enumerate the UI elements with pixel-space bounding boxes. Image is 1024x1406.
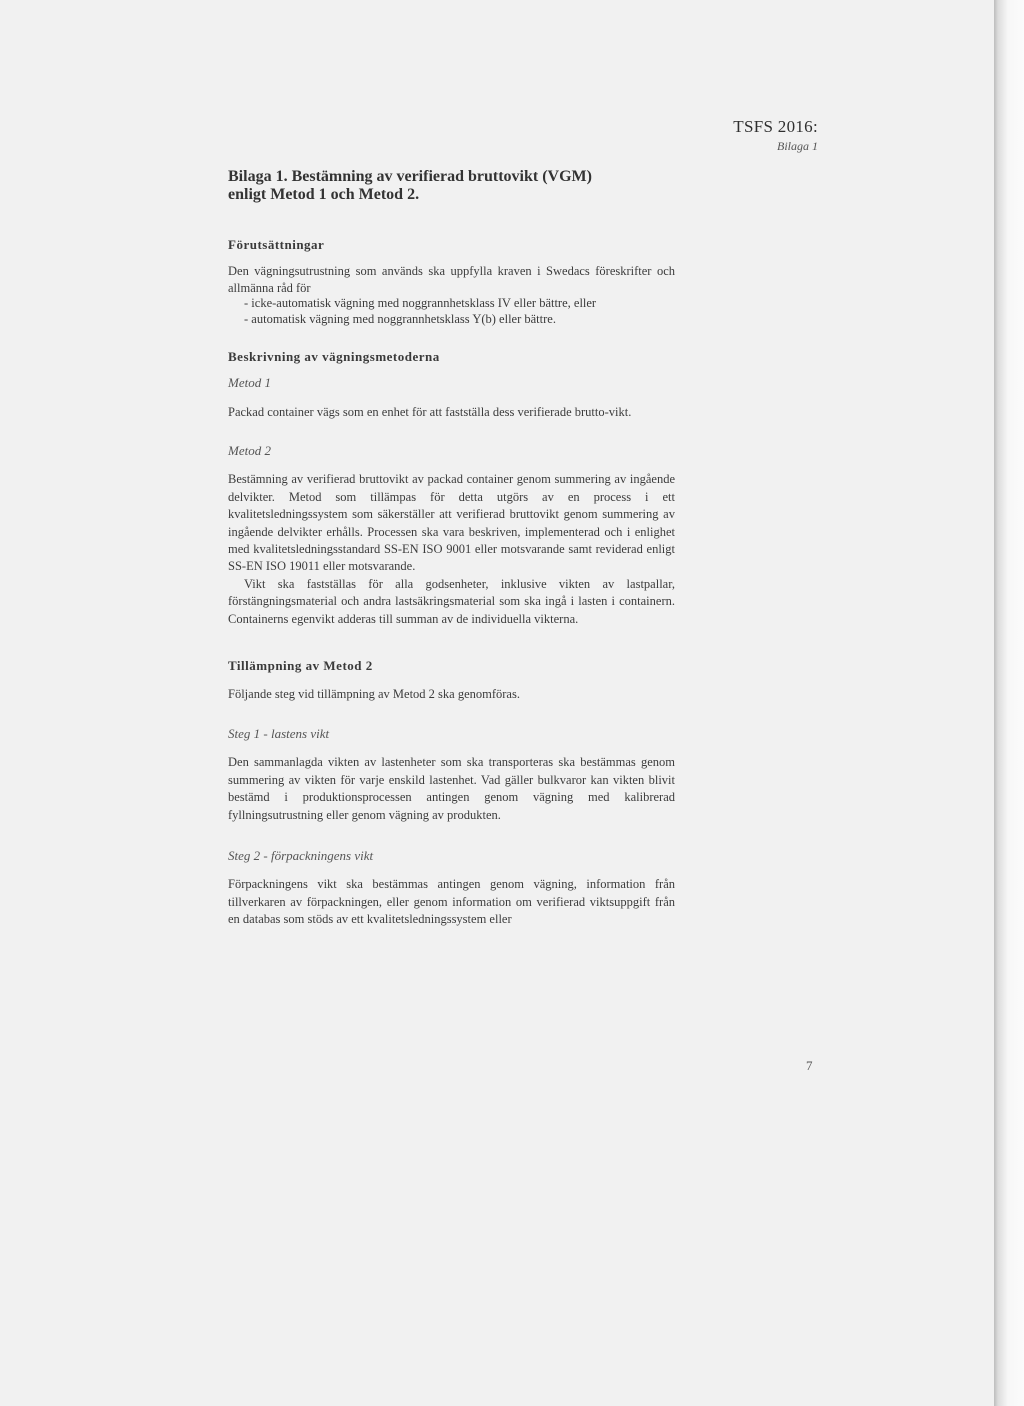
page-edge-shadow	[994, 0, 1024, 1406]
heading-metod-1: Metod 1	[228, 375, 271, 390]
heading-steg-2: Steg 2 - förpackningens vikt	[228, 848, 374, 864]
heading-steg-1: Steg 1 - lastens vikt	[228, 726, 330, 742]
title-line-1: Bilaga 1. Bestämning av verifierad bruttovikt (VGM)	[228, 168, 592, 185]
appendix-label: Bilaga 1	[777, 139, 818, 153]
heading-beskrivning: Beskrivning av vägningsmetoderna	[228, 349, 440, 364]
requirement-item: - automatisk vägning med noggrannhetsklass Y(b) eller bättre.	[244, 312, 675, 328]
heading-tillampning: Tillämpning av Metod 2	[228, 658, 373, 674]
heading-metod-2: Metod 2	[228, 443, 271, 459]
forutsattningar-intro: Den vägningsutrustning som används ska uppfylla kraven i Swedacs föreskrifter och allmänna råd för	[228, 264, 675, 295]
requirement-item: - icke-automatisk vägning med noggrannhetsklass IV eller bättre, eller	[244, 296, 675, 312]
steg-2-text: Förpackningens vikt ska bestämmas antingen genom vägning, information från tillverkaren av förpackningen, eller genom information om verifierad viktsuppgift från en databas som stöds av ett kvalitetsledningssystem eller	[228, 877, 675, 926]
steg-1-text: Den sammanlagda vikten av lastenheter som ska transporteras ska bestämmas genom summering av vikten för varje enskild lastenhet. Vad gäller bulkvaror kan vikten blivit bestämd i produktionsprocessen antingen genom vägning med kalibrerad fyllningsutrustning eller genom vägning av produkten.	[228, 755, 675, 822]
requirements-list	[244, 296, 675, 327]
metod-1-text: Packad container vägs som en enhet för att fastställa dess verifierade brutto-vikt.	[228, 405, 632, 419]
regulation-code: TSFS 2016:	[733, 117, 818, 136]
document-header	[733, 117, 818, 154]
page-number: 7	[806, 1058, 813, 1073]
metod-2-paragraph-2: Vikt ska fastställas för alla godsenheter, inklusive vikten av lastpallar, förstängningsmaterial och andra lastsäkringsmaterial som ska ingå i lasten i containern. Containerns egenvikt adderas till summan av de individuella vikterna.	[228, 576, 675, 626]
document-title	[228, 168, 675, 204]
title-line-2: enligt Metod 1 och Metod 2.	[228, 186, 420, 203]
document-body	[228, 168, 675, 928]
tillampning-intro: Följande steg vid tillämpning av Metod 2 ska genomföras.	[228, 687, 520, 702]
metod-2-paragraph-1: Bestämning av verifierad bruttovikt av packad container genom summering av ingående delvikter. Metod som tillämpas för detta utgörs av en process i ett kvalitetsledningssystem som säkerställer att verifierad bruttovikt genom summering av ingående delvikter erhålls. Processen ska vara beskriven, implementerad och i enlighet med kvalitetsledningsstandard SS-EN ISO 9001 eller motsvarande samt reviderad enligt SS-EN ISO 19011 eller motsvarande.	[228, 472, 675, 574]
heading-forutsattningar: Förutsättningar	[228, 237, 325, 252]
